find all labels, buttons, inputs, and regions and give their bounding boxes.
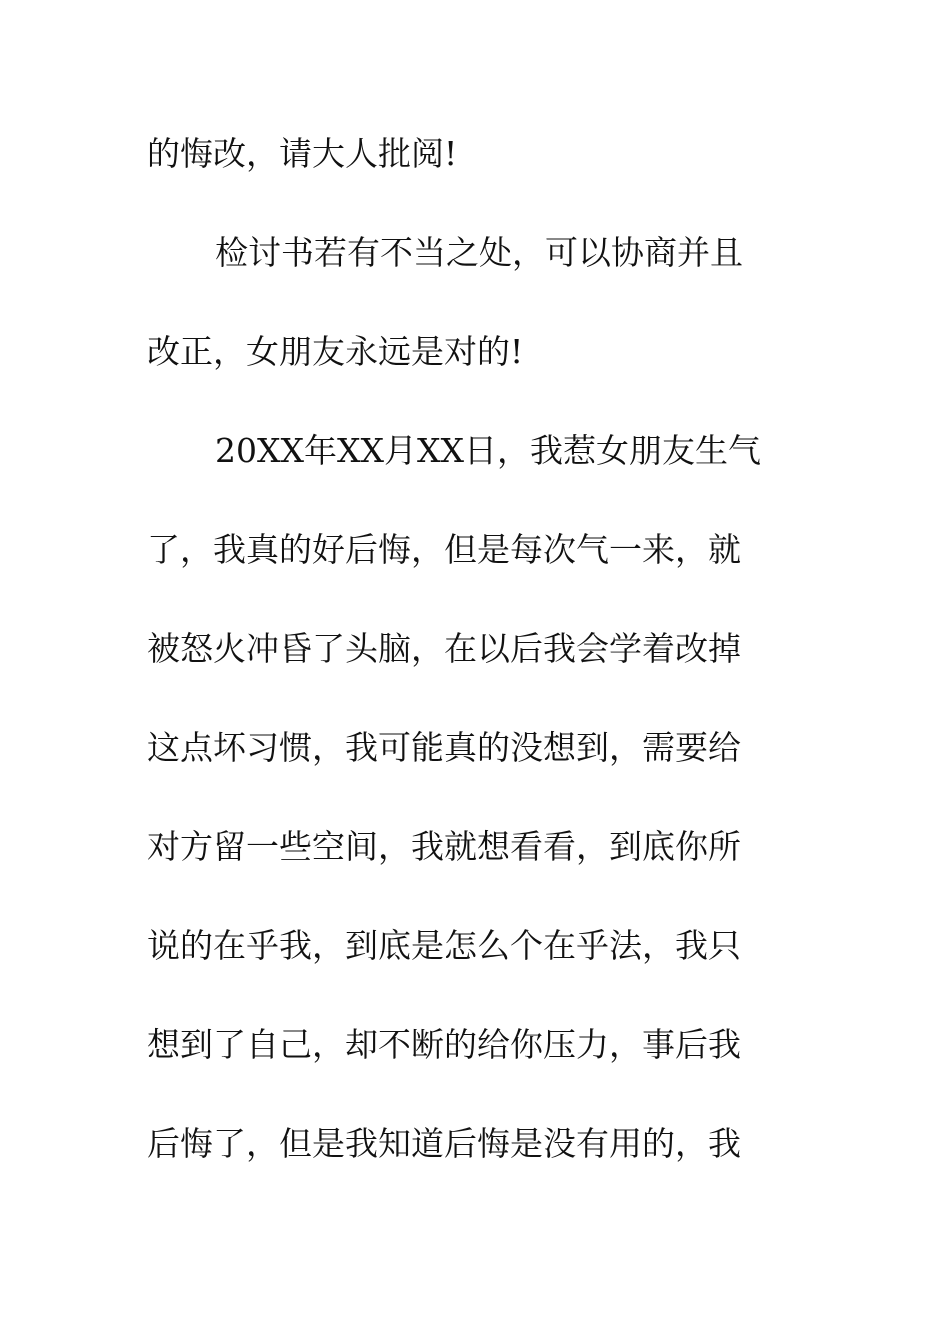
text-line-8: 对方留一些空间，我就想看看，到底你所 — [147, 827, 741, 866]
text-line-10: 想到了自己，却不断的给你压力，事后我 — [147, 1025, 741, 1064]
document-body — [147, 121, 787, 1210]
text-line-5: 了，我真的好后悔，但是每次气一来，就 — [147, 530, 741, 569]
text-line-2: 检讨书若有不当之处，可以协商并且 — [215, 233, 743, 272]
text-line-6: 被怒火冲昏了头脑，在以后我会学着改掉 — [147, 629, 741, 668]
text-line-11: 后悔了，但是我知道后悔是没有用的，我 — [147, 1124, 741, 1163]
text-line-7: 这点坏习惯，我可能真的没想到，需要给 — [147, 728, 741, 767]
text-line-4: 20XX年XX月XX日，我惹女朋友生气 — [215, 431, 761, 470]
text-line-1: 的悔改，请大人批阅! — [147, 134, 458, 173]
text-line-3: 改正，女朋友永远是对的! — [147, 332, 524, 371]
text-line-9: 说的在乎我，到底是怎么个在乎法，我只 — [147, 926, 741, 965]
